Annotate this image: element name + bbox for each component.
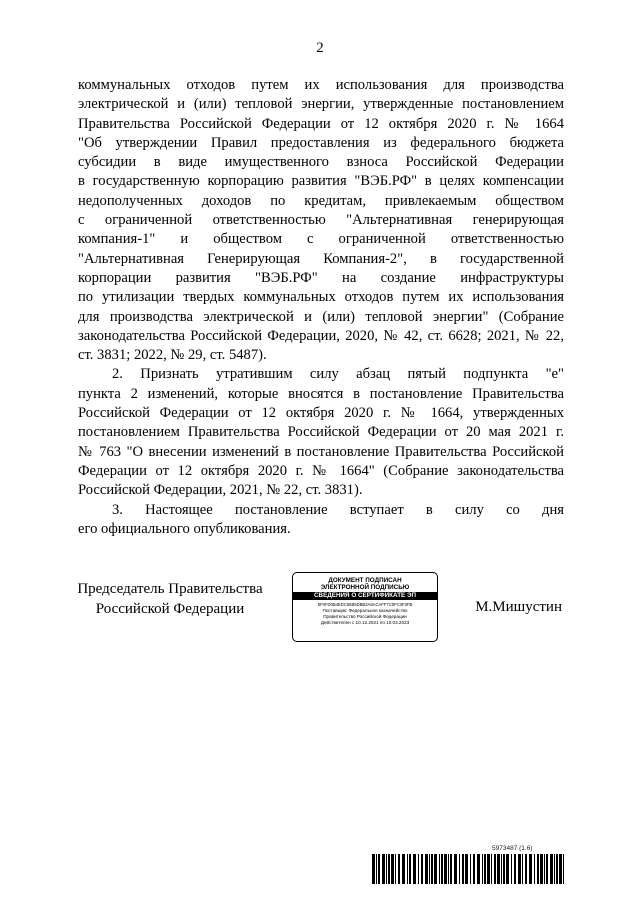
barcode-bar (497, 854, 500, 884)
barcode-bar (494, 854, 496, 884)
barcode-bar (534, 854, 535, 884)
stamp-line: ДОКУМЕНТ ПОДПИСАН (328, 577, 402, 584)
body-line: № 763 "О внесении изменений в постановление Правительства Российской (78, 443, 564, 460)
electronic-signature-stamp (292, 572, 438, 642)
barcode-bar (378, 854, 380, 884)
barcode-bar (376, 854, 377, 884)
barcode-bar (503, 854, 505, 884)
barcode-bar (439, 854, 440, 884)
barcode-bar (546, 854, 548, 884)
barcode-bar (395, 854, 396, 884)
barcode-bar (470, 854, 471, 884)
barcode-bar (522, 854, 523, 884)
barcode-bar (413, 854, 416, 884)
body-line: "Альтернативная Генерирующая Компания-2", в государственной (78, 250, 564, 267)
barcode-bar (441, 854, 443, 884)
stamp-issuer: Правительство Российской Федерации (323, 614, 407, 619)
barcode-bar (434, 854, 437, 884)
stamp-validity: Действителен с 10.12.2021 по 10.03.2023 (320, 620, 410, 625)
barcode-bar (450, 854, 452, 884)
body-line: 2. Признать утратившим силу абзац пятый подпункта "е" (112, 366, 564, 383)
barcode-bar (388, 854, 390, 884)
barcode-bar (491, 854, 492, 884)
body-line: с ограниченной ответственностью "Альтернативная генерирующая (78, 212, 564, 229)
barcode-bar (398, 854, 400, 884)
barcode-bar (537, 854, 539, 884)
body-line: субсидии в виде имущественного взноса Российской Федерации (78, 154, 564, 171)
body-line: Российской Федерации от 12 октября 2020 г. № 1664, утвержденных (78, 405, 564, 422)
barcode-bar (514, 854, 516, 884)
body-line: по утилизации твердых коммунальных отходов путем их использования (78, 289, 564, 306)
stamp-issuer: Поставщик: Федеральное казначейство (322, 608, 408, 613)
body-line: для производства электрической и (или) тепловой энергии" (Собрание (78, 308, 564, 325)
barcode-bar (382, 854, 385, 884)
body-line: электрической и (или) тепловой энергии, утвержденные постановлением (78, 96, 564, 113)
body-line: его официального опубликования. (78, 520, 291, 537)
barcode-bar (477, 854, 480, 884)
barcode-bar (540, 854, 543, 884)
barcode-bar (465, 854, 468, 884)
body-line: в государственную корпорацию развития "ВЭБ.РФ" в целях компенсации (78, 173, 564, 190)
body-line: пункта 2 изменений, которые вносятся в постановление Правительства (78, 385, 564, 402)
barcode-bar (409, 854, 411, 884)
barcode-bar (518, 854, 521, 884)
barcode-bar (550, 854, 553, 884)
body-line: 3. Настоящее постановление вступает в силу со дня (112, 501, 564, 518)
body-line: законодательства Российской Федерации, 2020, № 42, ст. 6628; 2021, № 22, (78, 327, 564, 344)
barcode-bar (482, 854, 483, 884)
barcode-bar (402, 854, 405, 884)
barcode-bar (563, 854, 564, 884)
signatory-title-line: Председатель Правительства (77, 581, 263, 597)
barcode-bar (418, 854, 419, 884)
body-line: ст. 3831; 2022, № 29, ст. 5487). (78, 347, 267, 364)
barcode-bar (431, 854, 433, 884)
signatory-title-line: Российской Федерации (95, 601, 245, 617)
barcode-bar (386, 854, 387, 884)
barcode (372, 854, 568, 884)
stamp-certificate-header: СВЕДЕНИЯ О СЕРТИФИКАТЕ ЭП (293, 592, 437, 600)
barcode-bar (484, 854, 486, 884)
barcode-bar (429, 854, 430, 884)
barcode-bar (459, 854, 460, 884)
barcode-bar (525, 854, 527, 884)
page-number: 2 (316, 40, 324, 56)
body-line: Федерации от 12 октября 2020 г. № 1664" (Собрание законодательства (78, 462, 564, 479)
barcode-bar (501, 854, 502, 884)
barcode-bar (559, 854, 562, 884)
body-line: постановлением Правительства Российской Федерации от 20 мая 2021 г. (78, 424, 564, 441)
stamp-serial: 5F0FD0B4EDC55B5DBB2A5ACAFF7C0FC3F3FB (317, 602, 413, 607)
barcode-bar (511, 854, 512, 884)
barcode-bar (448, 854, 449, 884)
signatory-name: М.Мишустин (475, 599, 562, 615)
signatory-title (70, 579, 270, 619)
body-line: Российской Федерации, 2021, № 22, ст. 3831). (78, 482, 363, 499)
barcode-bar (506, 854, 509, 884)
barcode-bar (391, 854, 394, 884)
body-line: компания-1" и обществом с ограниченной ответственностью (78, 231, 564, 248)
body-line: коммунальных отходов путем их использования для производства (78, 77, 564, 93)
barcode-bar (556, 854, 558, 884)
body-line: недополученных доходов по кредитам, привлекаемым обществом (78, 192, 564, 209)
barcode-bar (554, 854, 555, 884)
barcode-bar (462, 854, 464, 884)
barcode-bar (407, 854, 408, 884)
barcode-bar (487, 854, 490, 884)
barcode-bar (454, 854, 457, 884)
barcode-bar (444, 854, 447, 884)
body-line: корпорации развития "ВЭБ.РФ" на создание инфраструктуры (78, 269, 564, 286)
body-line: "Об утверждении Правил предоставления из федерального бюджета (78, 134, 564, 151)
barcode-bar (421, 854, 423, 884)
barcode-bar (544, 854, 545, 884)
stamp-line: ЭЛЕКТРОННОЙ ПОДПИСЬЮ (320, 584, 410, 591)
document-body (78, 76, 564, 539)
barcode-bar (473, 854, 475, 884)
barcode-bar (529, 854, 532, 884)
document-code: 5973487 (1.6) (492, 845, 533, 852)
body-line: Правительства Российской Федерации от 12 октября 2020 г. № 1664 (78, 115, 564, 132)
barcode-bar (372, 854, 375, 884)
barcode-bar (425, 854, 428, 884)
